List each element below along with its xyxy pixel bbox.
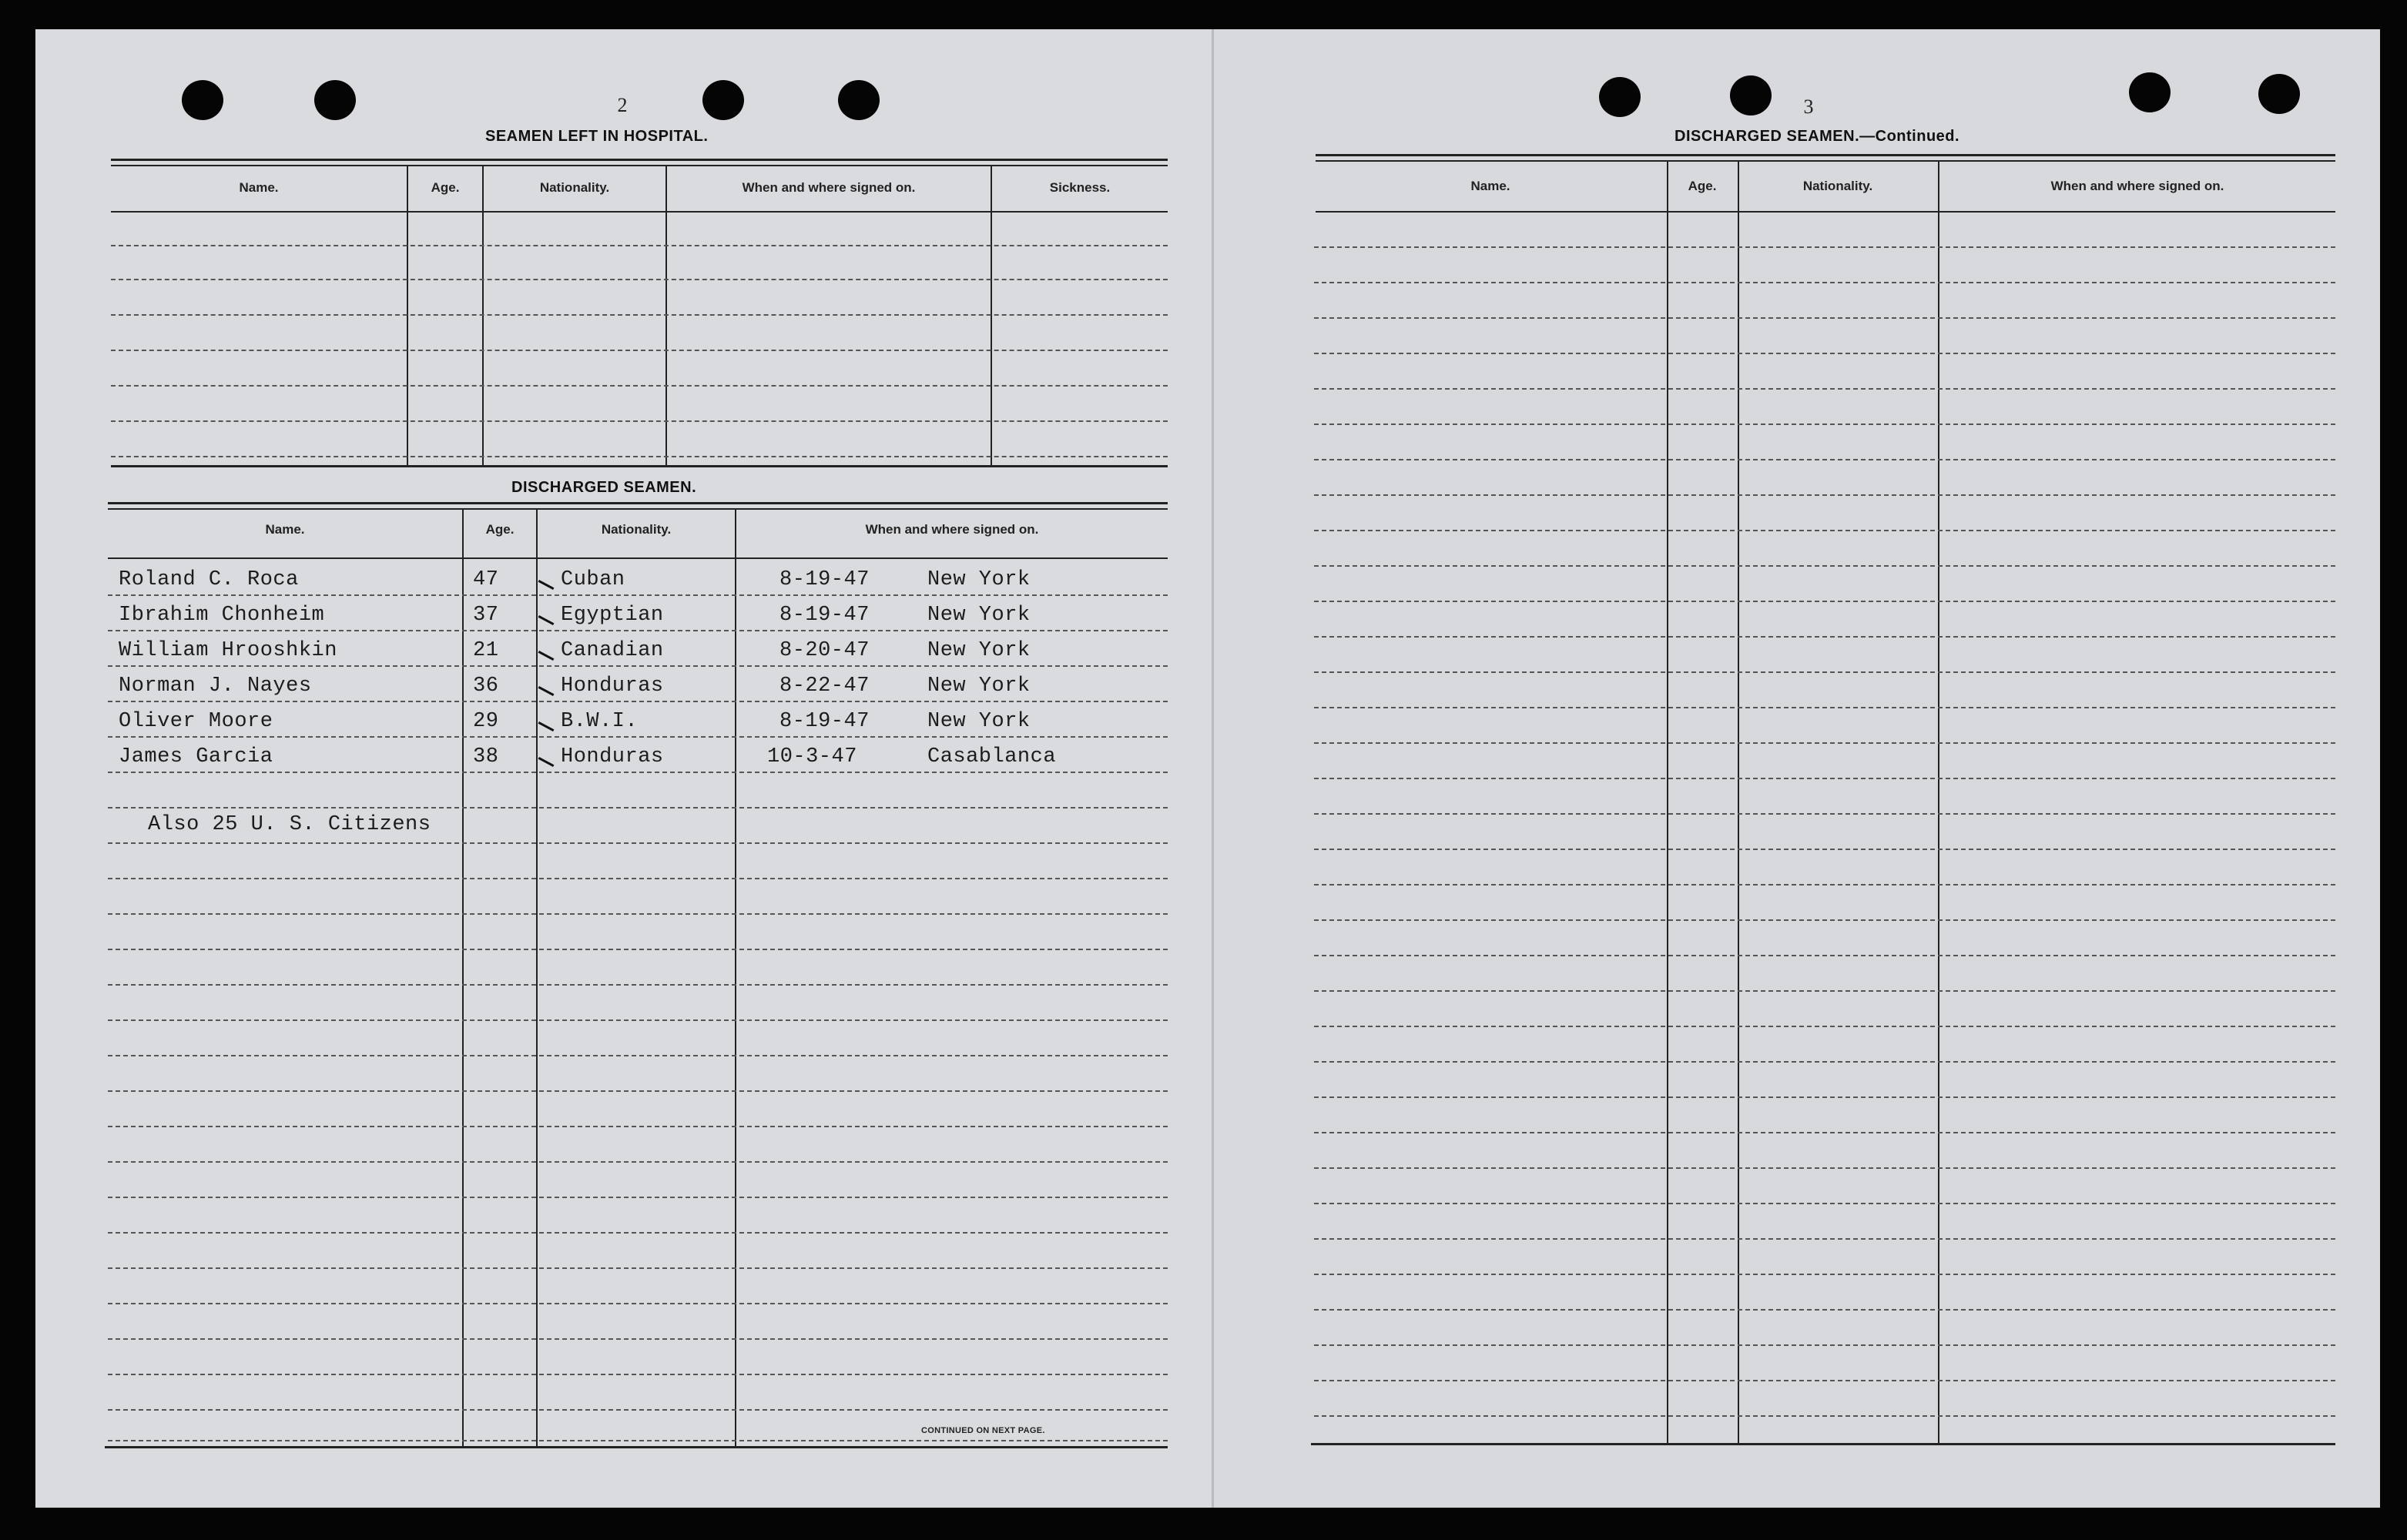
column-header-nationality: Nationality.	[601, 522, 672, 537]
seaman-age: 21	[473, 639, 499, 662]
punch-hole	[182, 80, 223, 120]
table-top-rule	[108, 508, 1168, 510]
table-top-rule	[111, 165, 1168, 166]
ruled-line	[1314, 671, 2335, 673]
signed-on-date: 8-19-47	[779, 710, 870, 733]
check-mark	[538, 686, 555, 696]
signed-on-date: 8-20-47	[779, 639, 870, 662]
ruled-line	[1314, 884, 2335, 886]
seaman-age: 29	[473, 710, 499, 733]
ruled-line	[108, 949, 1168, 950]
signed-on-place: New York	[927, 639, 1031, 662]
column-header-age: Age.	[1688, 179, 1717, 193]
signed-on-place: New York	[927, 710, 1031, 733]
signed-on-place: New York	[927, 568, 1031, 591]
ruled-line	[1314, 1274, 2335, 1275]
ruled-line	[108, 807, 1168, 808]
column-divider	[536, 508, 538, 1446]
column-header-signed-on: When and where signed on.	[742, 180, 916, 195]
signed-on-date: 8-22-47	[779, 675, 870, 698]
ruled-line	[108, 1161, 1168, 1163]
seaman-nationality: B.W.I.	[561, 710, 639, 733]
header-underline	[111, 211, 1168, 213]
punch-hole	[1599, 77, 1641, 117]
ruled-line	[111, 350, 1168, 351]
ruled-line	[108, 842, 1168, 844]
ruled-line	[111, 279, 1168, 280]
discharged-continued-title: DISCHARGED SEAMEN.—Continued.	[1675, 128, 1960, 145]
seaman-name: William Hrooshkin	[119, 639, 337, 662]
ruled-line	[108, 594, 1168, 596]
ruled-line	[1314, 849, 2335, 850]
ruled-line	[1314, 1415, 2335, 1417]
ruled-line	[1314, 1380, 2335, 1381]
ruled-line	[108, 1055, 1168, 1056]
page-number: 2	[617, 94, 628, 116]
punch-hole	[314, 80, 356, 120]
ruled-line	[111, 385, 1168, 387]
ruled-line	[1314, 424, 2335, 425]
ruled-line	[1314, 1061, 2335, 1063]
signed-on-date: 10-3-47	[767, 745, 857, 768]
ruled-line	[1314, 565, 2335, 567]
ruled-line	[1314, 282, 2335, 283]
ruled-line	[108, 1409, 1168, 1411]
ruled-line	[108, 1197, 1168, 1198]
seaman-name: Oliver Moore	[119, 710, 273, 733]
header-underline	[108, 557, 1168, 559]
ruled-line	[1314, 1309, 2335, 1311]
check-mark	[538, 757, 555, 767]
check-mark	[538, 615, 555, 625]
ruled-line	[108, 1267, 1168, 1269]
hospital-section-title: SEAMEN LEFT IN HOSPITAL.	[485, 128, 709, 145]
seaman-age: 47	[473, 568, 499, 591]
page-number: 3	[1803, 95, 1814, 118]
ruled-line	[1314, 246, 2335, 248]
ruled-line	[1314, 1026, 2335, 1027]
ruled-line	[111, 456, 1168, 457]
ruled-line	[108, 1090, 1168, 1092]
signed-on-place: Casablanca	[927, 745, 1057, 768]
column-divider	[462, 508, 464, 1446]
ruled-line	[1314, 1132, 2335, 1133]
seaman-age: 36	[473, 675, 499, 698]
seaman-name: Ibrahim Chonheim	[119, 604, 325, 627]
continued-note: CONTINUED ON NEXT PAGE.	[921, 1426, 1045, 1435]
column-divider	[735, 508, 736, 1446]
table-bottom-rule	[105, 1446, 1168, 1448]
signed-on-date: 8-19-47	[779, 568, 870, 591]
ruled-line	[108, 1232, 1168, 1234]
ruled-line	[1314, 1096, 2335, 1098]
ruled-line	[108, 772, 1168, 773]
ruled-line	[108, 701, 1168, 702]
ruled-line	[108, 1019, 1168, 1021]
ruled-line	[1314, 494, 2335, 496]
ruled-line	[1314, 1344, 2335, 1346]
discharged-section-title: DISCHARGED SEAMEN.	[511, 479, 697, 496]
punch-hole	[1730, 75, 1772, 116]
right-page	[1214, 29, 2380, 1508]
ruled-line	[108, 878, 1168, 879]
ruled-line	[108, 1338, 1168, 1340]
seaman-name: James Garcia	[119, 745, 273, 768]
ruled-line	[108, 1303, 1168, 1304]
ruled-line	[1314, 813, 2335, 815]
ruled-line	[1314, 317, 2335, 319]
punch-hole	[838, 80, 880, 120]
ruled-line	[1314, 955, 2335, 956]
ruled-line	[108, 630, 1168, 631]
ruled-line	[1314, 530, 2335, 531]
column-header-name: Name.	[239, 180, 279, 195]
ruled-line	[108, 1126, 1168, 1127]
table-top-rule	[108, 502, 1168, 504]
table-bottom-rule	[1311, 1443, 2335, 1445]
document-sheet	[35, 29, 2380, 1508]
ruled-line	[1314, 1203, 2335, 1204]
column-header-age: Age.	[431, 180, 460, 195]
seaman-name: Norman J. Nayes	[119, 675, 312, 698]
seaman-nationality: Honduras	[561, 745, 664, 768]
ruled-line	[1314, 601, 2335, 602]
ruled-line	[111, 314, 1168, 316]
punch-hole	[702, 80, 744, 120]
column-header-sickness: Sickness.	[1049, 180, 1111, 195]
ruled-line	[1314, 353, 2335, 354]
column-header-name: Name.	[265, 522, 305, 537]
ruled-line	[111, 245, 1168, 246]
ruled-line	[1314, 459, 2335, 460]
table-top-rule	[1316, 154, 2335, 156]
ruled-line	[111, 420, 1168, 422]
ruled-line	[1314, 707, 2335, 708]
ruled-line	[1314, 990, 2335, 992]
header-underline	[1316, 211, 2335, 213]
seaman-nationality: Egyptian	[561, 604, 664, 627]
left-page	[35, 29, 1214, 1508]
column-header-signed-on: When and where signed on.	[2050, 179, 2224, 193]
column-header-nationality: Nationality.	[539, 180, 610, 195]
ruled-line	[1314, 1238, 2335, 1240]
punch-hole	[2129, 72, 2171, 112]
seaman-nationality: Cuban	[561, 568, 625, 591]
ruled-line	[1314, 1167, 2335, 1169]
ruled-line	[1314, 636, 2335, 638]
ruled-line	[1314, 778, 2335, 779]
table-top-rule	[1316, 160, 2335, 162]
check-mark	[538, 651, 555, 661]
ruled-line	[108, 1440, 1168, 1441]
table-bottom-rule	[111, 465, 1168, 467]
seaman-nationality: Honduras	[561, 675, 664, 698]
seaman-nationality: Canadian	[561, 639, 664, 662]
ruled-line	[108, 736, 1168, 738]
seaman-age: 37	[473, 604, 499, 627]
column-header-nationality: Nationality.	[1802, 179, 1873, 193]
seaman-name: Roland C. Roca	[119, 568, 299, 591]
check-mark	[538, 721, 555, 732]
signed-on-place: New York	[927, 604, 1031, 627]
column-header-name: Name.	[1470, 179, 1510, 193]
ruled-line	[1314, 742, 2335, 744]
signed-on-place: New York	[927, 675, 1031, 698]
punch-hole	[2258, 74, 2300, 114]
signed-on-date: 8-19-47	[779, 604, 870, 627]
check-mark	[538, 580, 555, 590]
ruled-line	[108, 665, 1168, 667]
column-header-age: Age.	[485, 522, 515, 537]
ruled-line	[1314, 388, 2335, 390]
ruled-line	[108, 913, 1168, 915]
citizens-note: Also 25 U. S. Citizens	[148, 813, 431, 836]
ruled-line	[1314, 919, 2335, 921]
table-top-rule	[111, 159, 1168, 161]
seaman-age: 38	[473, 745, 499, 768]
ruled-line	[108, 1374, 1168, 1375]
ruled-line	[108, 984, 1168, 986]
column-header-signed-on: When and where signed on.	[865, 522, 1039, 537]
